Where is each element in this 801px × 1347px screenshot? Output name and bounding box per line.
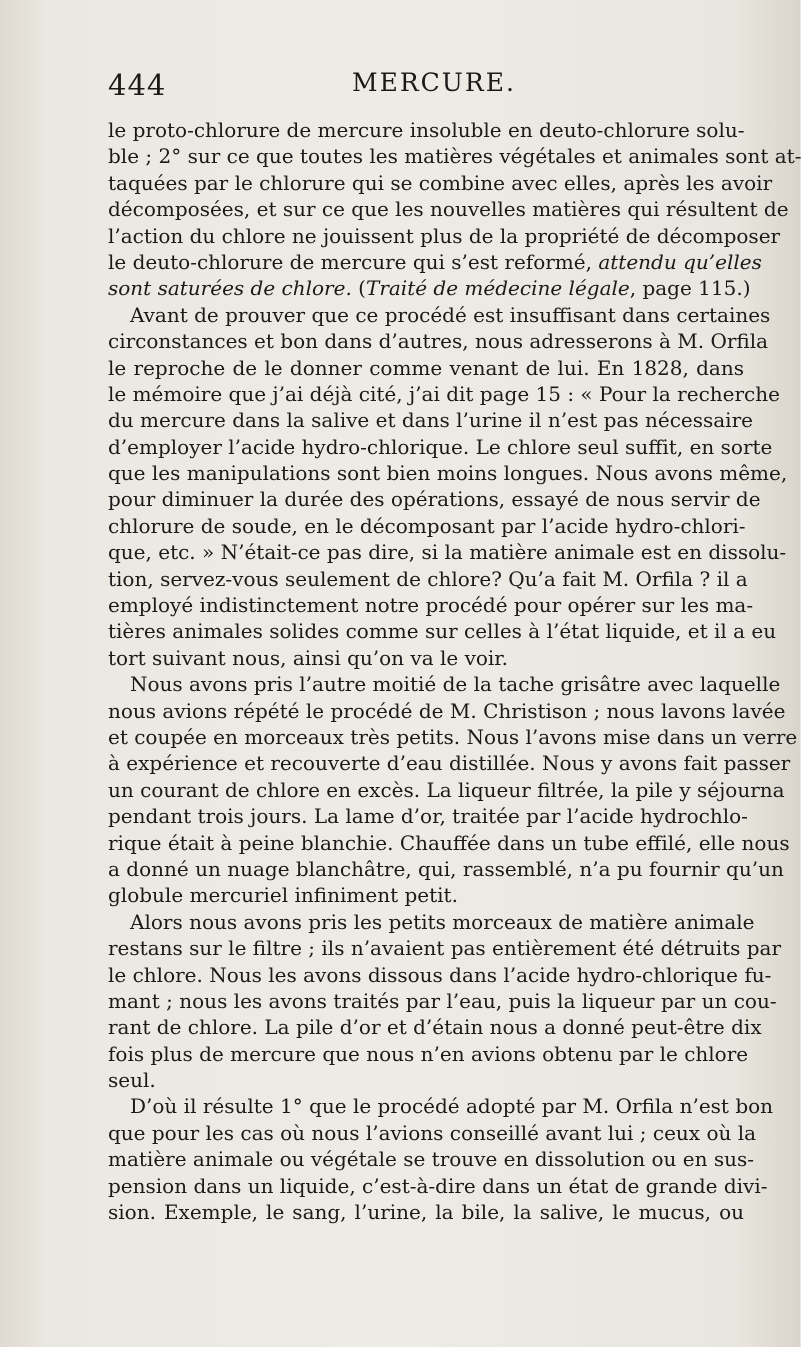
- text-line: [108, 1041, 749, 1067]
- line-text: restans sur le filtre ; ils n’avaient pas entièrement été détruits par: [108, 936, 782, 961]
- text-line: [108, 486, 761, 512]
- line-text: sion. Exemple, le sang, l’urine, la bile, la salive, le mucus, ou: [108, 1200, 744, 1225]
- line-text: tort suivant nous, ainsi qu’on va le voir.: [108, 645, 509, 670]
- text-line: [108, 1093, 774, 1119]
- line-text: D’où il résulte 1° que le procédé adopté par M. Orfila n’est bon: [130, 1094, 774, 1119]
- line-text: , page 115.): [629, 276, 751, 301]
- text-line: [108, 223, 781, 249]
- line-text: le reproche de le donner comme venant de lui. En 1828, dans: [108, 355, 744, 380]
- line-text: rique était à peine blanchie. Chauffée dans un tube effilé, elle nous: [108, 830, 790, 855]
- line-text: circonstances et bon dans d’autres, nous adresserons à M. Orfila: [108, 329, 769, 354]
- line-text: matière animale ou végétale se trouve en dissolution ou en sus-: [108, 1147, 755, 1172]
- text-line: [108, 750, 791, 776]
- text-line: [108, 935, 782, 961]
- line-text: d’employer l’acide hydro-chlorique. Le chlore seul suffit, en sorte: [108, 434, 773, 459]
- line-text: que les manipulations sont bien moins longues. Nous avons même,: [108, 461, 788, 486]
- text-line: [108, 592, 754, 618]
- text-line: [108, 777, 785, 803]
- line-text: nous avions répété le procédé de M. Christison ; nous lavons lavée: [108, 698, 786, 723]
- line-text: Avant de prouver que ce procédé est insuffisant dans certaines: [130, 302, 771, 327]
- line-text: Alors nous avons pris les petits morceaux de matière animale: [130, 909, 755, 934]
- text-line: [108, 671, 781, 697]
- text-line: [108, 196, 789, 222]
- line-text: tion, servez-vous seulement de chlore? Qu’a fait M. Orfila ? il a: [108, 566, 748, 591]
- italic-text: sont saturées de chlore.: [108, 276, 352, 301]
- line-text: rant de chlore. La pile d’or et d’étain nous a donné peut-être dix: [108, 1015, 762, 1040]
- line-text: Nous avons pris l’autre moitié de la tache grisâtre avec laquelle: [130, 672, 781, 697]
- text-line: [108, 143, 801, 169]
- text-line: [108, 117, 744, 143]
- text-line: [108, 434, 773, 460]
- text-line: [108, 381, 780, 407]
- running-head: MERCURE.: [352, 68, 516, 97]
- line-text: que pour les cas où nous l’avions conseillé avant lui ; ceux où la: [108, 1120, 757, 1145]
- text-line: [108, 856, 784, 882]
- italic-text: Traité de médecine légale: [365, 276, 630, 301]
- text-line: [108, 803, 748, 829]
- line-text: du mercure dans la salive et dans l’urine il n’est pas nécessaire: [108, 408, 753, 433]
- line-text: tières animales solides comme sur celles à l’état liquide, et il a eu: [108, 619, 777, 644]
- line-text: un courant de chlore en excès. La liqueur filtrée, la pile y séjourna: [108, 777, 785, 802]
- text-line: [108, 1120, 757, 1146]
- line-text: le mémoire que j’ai déjà cité, j’ai dit page 15 : « Pour la recherche: [108, 381, 780, 406]
- line-text: que, etc. » N’était-ce pas dire, si la matière animale est en dissolu-: [108, 540, 787, 565]
- body-text: [108, 117, 801, 1225]
- text-line: [108, 302, 771, 328]
- text-line: [108, 1067, 744, 1093]
- line-text: pour diminuer la durée des opérations, essayé de nous servir de: [108, 487, 761, 512]
- line-text: le chlore. Nous les avons dissous dans l’acide hydro-chlorique fu-: [108, 962, 772, 987]
- text-line: [108, 1014, 762, 1040]
- text-line: [108, 407, 753, 433]
- text-line: [108, 170, 773, 196]
- page-header: [108, 68, 744, 112]
- text-line: [108, 1199, 744, 1225]
- line-text: à expérience et recouverte d’eau distillée. Nous y avons fait passer: [108, 751, 791, 776]
- line-text: taquées par le chlorure qui se combine avec elles, après les avoir: [108, 170, 773, 195]
- line-text: fois plus de mercure que nous n’en avions obtenu par le chlore: [108, 1041, 749, 1066]
- text-line: [108, 645, 744, 671]
- line-text: ble ; 2° sur ce que toutes les matières végétales et animales sont at-: [108, 144, 801, 169]
- line-text: le deuto-chlorure de mercure qui s’est reformé,: [108, 249, 592, 274]
- text-line: [108, 513, 744, 539]
- line-text: (: [351, 276, 366, 301]
- italic-text: attendu qu’elles: [598, 249, 762, 274]
- text-line: [108, 988, 777, 1014]
- text-line: [108, 539, 787, 565]
- line-text: pendant trois jours. La lame d’or, traitée par l’acide hydrochlo-: [108, 804, 748, 829]
- text-line: [108, 1146, 755, 1172]
- line-text: seul.: [108, 1068, 156, 1093]
- text-line: [108, 830, 790, 856]
- text-line: [108, 1173, 768, 1199]
- line-text: chlorure de soude, en le décomposant par l’acide hydro-chlori-: [108, 513, 746, 538]
- text-line: [108, 618, 777, 644]
- line-text: a donné un nuage blanchâtre, qui, rassemblé, n’a pu fournir qu’un: [108, 856, 784, 881]
- line-text: l’action du chlore ne jouissent plus de la propriété de décomposer: [108, 223, 781, 248]
- text-line: [108, 275, 751, 301]
- line-text: employé indistinctement notre procédé pour opérer sur les ma-: [108, 593, 754, 618]
- text-line: [108, 328, 769, 354]
- line-text: globule mercuriel infiniment petit.: [108, 883, 458, 908]
- text-line: [108, 909, 755, 935]
- text-line: [108, 460, 788, 486]
- text-line: [108, 962, 772, 988]
- line-text: le proto-chlorure de mercure insoluble en deuto-chlorure solu-: [108, 118, 745, 142]
- line-text: mant ; nous les avons traités par l’eau, puis la liqueur par un cou-: [108, 988, 777, 1013]
- page-number: 444: [108, 68, 167, 102]
- text-line: [108, 355, 744, 381]
- line-text: décomposées, et sur ce que les nouvelles matières qui résultent de: [108, 197, 789, 222]
- text-line: [108, 724, 798, 750]
- text-line: [108, 249, 762, 275]
- text-line: [108, 698, 786, 724]
- line-text: et coupée en morceaux très petits. Nous l’avons mise dans un verre: [108, 724, 798, 749]
- line-text: pension dans un liquide, c’est-à-dire dans un état de grande divi-: [108, 1173, 768, 1198]
- text-line: [108, 882, 744, 908]
- text-line: [108, 566, 748, 592]
